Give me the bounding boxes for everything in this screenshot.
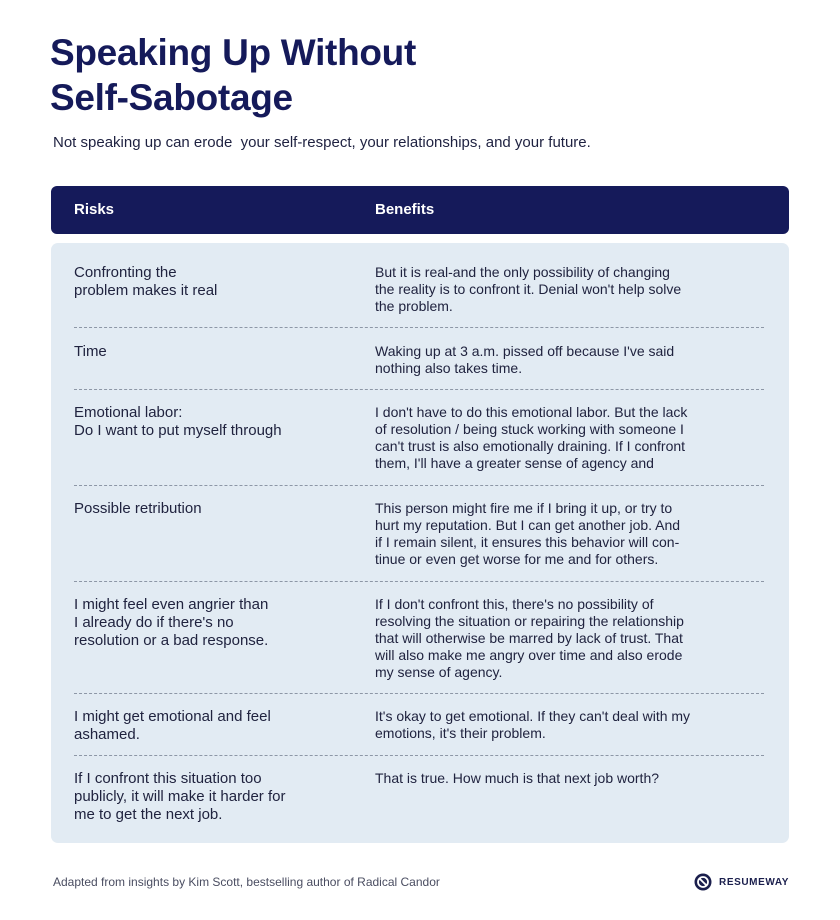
table-header (51, 186, 789, 234)
table-row (74, 327, 764, 390)
page-title (50, 30, 416, 120)
header-benefits: Benefits (375, 201, 435, 218)
table-row (74, 755, 764, 835)
risk-cell: If I confront this situation too publicly, it will make it harder for me to get the next job. (74, 770, 286, 823)
benefit-cell: This person might fire me if I bring it up, or try to hurt my reputation. But I can get another job. And if I remain silent, it ensures this behavior will con- tinue or even get worse for me and for others. (375, 500, 681, 567)
resumeway-logo-icon (694, 873, 712, 891)
table-row (74, 389, 764, 486)
table-row (74, 581, 764, 694)
table-row (74, 693, 764, 756)
page-title-line-2: Self-Sabotage (50, 77, 293, 118)
header-risks: Risks (74, 201, 115, 218)
benefit-cell: If I don't confront this, there's no possibility of resolving the situation or repairing the relationship that will otherwise be marred by lack of trust. That will also make me angry over time and also erode my sense of agency. (375, 596, 684, 680)
benefit-cell: It's okay to get emotional. If they can't deal with my emotions, it's their problem. (375, 708, 691, 741)
risk-cell: Possible retribution (74, 500, 202, 517)
source-attribution: Adapted from insights by Kim Scott, bestselling author of Radical Candor (53, 875, 440, 889)
table-body (51, 243, 789, 843)
table-row (74, 262, 764, 328)
page-subtitle: Not speaking up can erode your self-respect, your relationships, and your future. (53, 134, 591, 151)
risk-cell: I might get emotional and feel ashamed. (74, 708, 271, 743)
risk-cell: Time (74, 343, 107, 360)
risk-cell: I might feel even angrier than I already do if there's no resolution or a bad response. (74, 596, 269, 649)
benefit-cell: I don't have to do this emotional labor. But the lack of resolution / being stuck working with someone I can't trust is also emotionally draining. If I confront them, I'll have a greater sense of agency and (375, 404, 688, 471)
risk-cell: Confronting the problem makes it real (74, 264, 218, 299)
benefit-cell: That is true. How much is that next job worth? (375, 770, 660, 786)
benefit-cell: Waking up at 3 a.m. pissed off because I've said nothing also takes time. (375, 343, 675, 376)
table-row (74, 485, 764, 582)
page-title-line-1: Speaking Up Without (50, 32, 416, 73)
brand-logo (694, 873, 789, 891)
benefit-cell: But it is real-and the only possibility of changing the reality is to confront it. Denial won't help solve the problem. (375, 264, 682, 314)
brand-name: RESUMEWAY (719, 876, 790, 888)
risk-cell: Emotional labor: Do I want to put myself through (74, 404, 282, 439)
